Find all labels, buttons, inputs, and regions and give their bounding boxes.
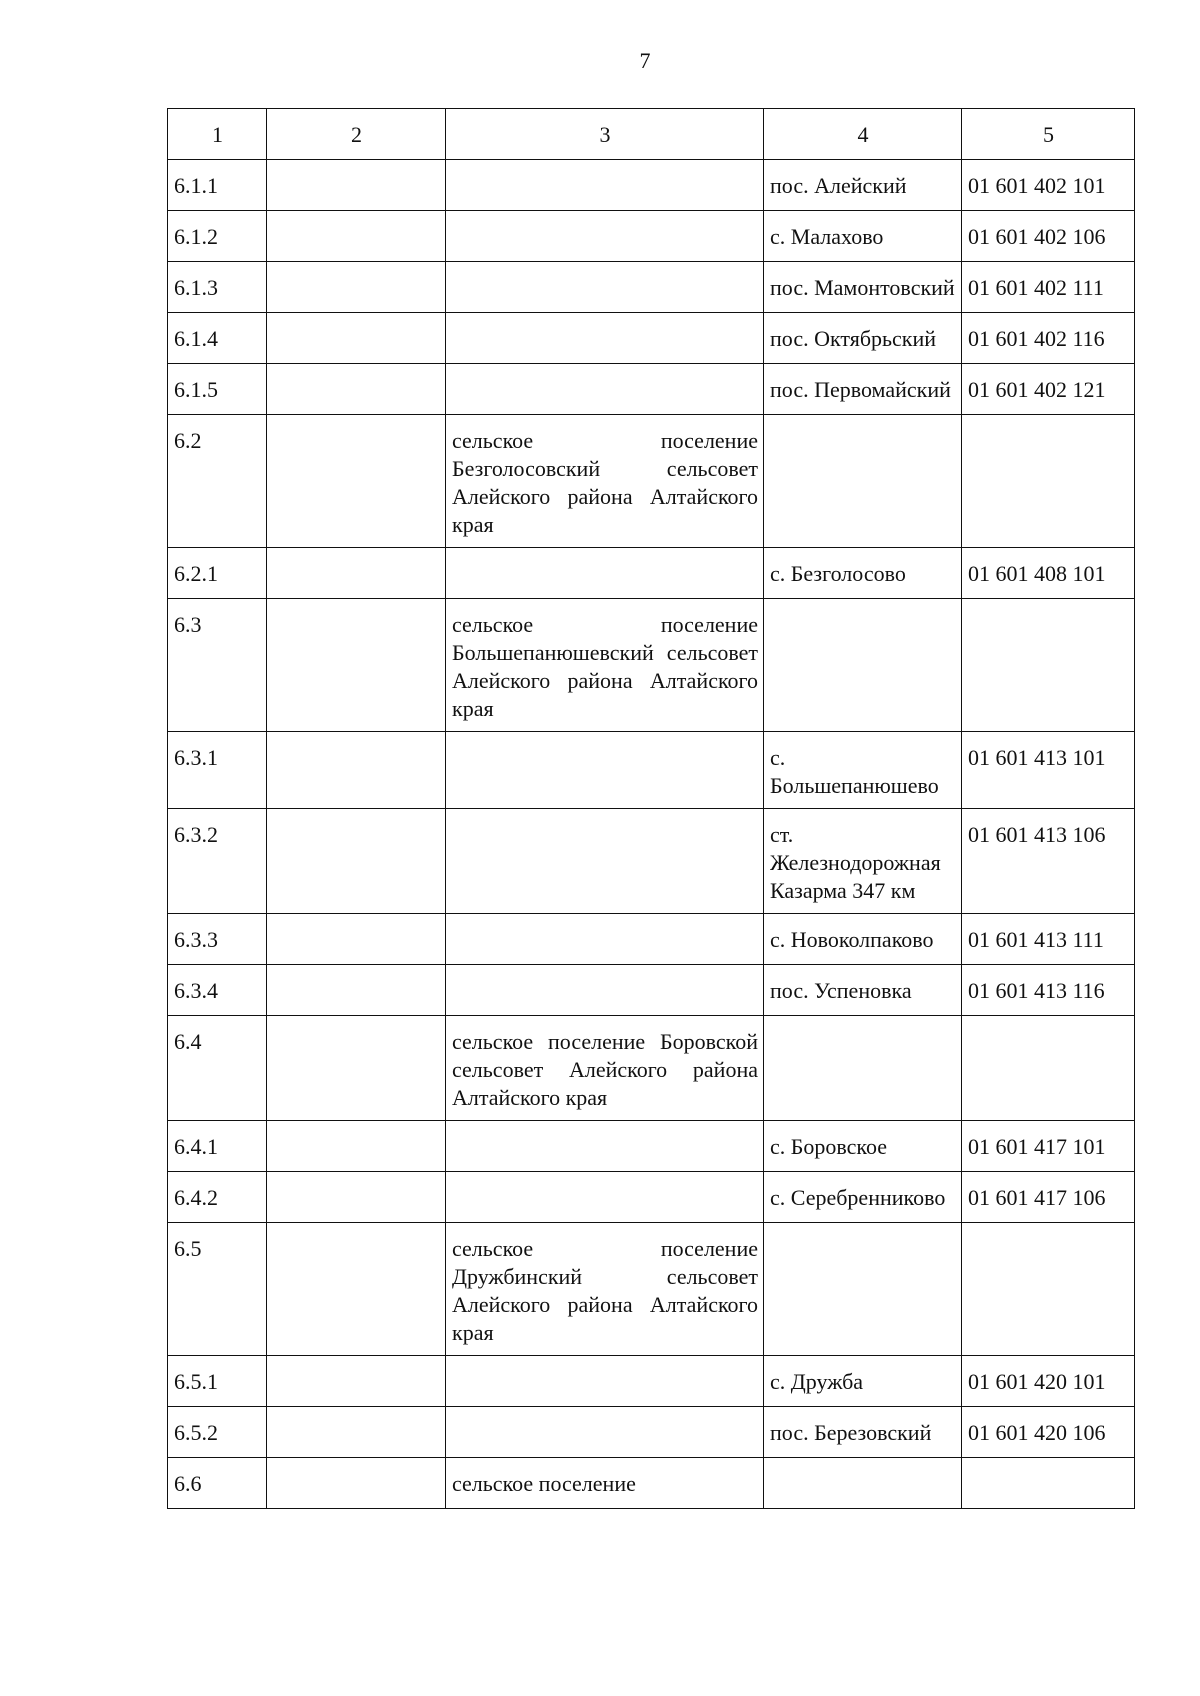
table-row (168, 364, 1135, 415)
municipality-cell (446, 1356, 764, 1407)
municipality-cell: сельское поселение Боровской сельсовет Алейского района Алтайского края (446, 1016, 764, 1121)
municipality-cell (446, 548, 764, 599)
column-2-cell (267, 1458, 446, 1509)
column-2-cell (267, 262, 446, 313)
table-row (168, 1458, 1135, 1509)
table-row (168, 1356, 1135, 1407)
column-2-cell (267, 1223, 446, 1356)
oktmo-code-cell: 01 601 413 106 (962, 809, 1135, 914)
municipality-cell (446, 965, 764, 1016)
table-row (168, 211, 1135, 262)
settlement-cell (764, 415, 962, 548)
oktmo-code-cell: 01 601 402 106 (962, 211, 1135, 262)
row-code-cell: 6.3.1 (168, 732, 267, 809)
table-row (168, 599, 1135, 732)
oktmo-code-cell: 01 601 408 101 (962, 548, 1135, 599)
column-2-cell (267, 1172, 446, 1223)
column-header: 3 (446, 109, 764, 160)
settlement-cell: с. Серебренниково (764, 1172, 962, 1223)
table-row (168, 914, 1135, 965)
settlement-cell: с. Дружба (764, 1356, 962, 1407)
table-row (168, 1407, 1135, 1458)
oktmo-code-cell: 01 601 420 106 (962, 1407, 1135, 1458)
row-code-cell: 6.1.2 (168, 211, 267, 262)
oktmo-code-cell (962, 1016, 1135, 1121)
settlement-cell: ст. Железнодорожная Казарма 347 км (764, 809, 962, 914)
row-code-cell: 6.5 (168, 1223, 267, 1356)
table-row (168, 965, 1135, 1016)
row-code-cell: 6.1.3 (168, 262, 267, 313)
municipality-cell: сельское поселение Дружбинский сельсовет Алейского района Алтайского края (446, 1223, 764, 1356)
column-header: 4 (764, 109, 962, 160)
row-code-cell: 6.3.4 (168, 965, 267, 1016)
settlement-cell: пос. Первомайский (764, 364, 962, 415)
row-code-cell: 6.6 (168, 1458, 267, 1509)
column-header: 2 (267, 109, 446, 160)
settlement-cell (764, 1223, 962, 1356)
column-2-cell (267, 548, 446, 599)
settlement-cell: пос. Березовский (764, 1407, 962, 1458)
oktmo-code-cell (962, 1223, 1135, 1356)
table-row (168, 809, 1135, 914)
table-row (168, 160, 1135, 211)
row-code-cell: 6.3 (168, 599, 267, 732)
oktmo-code-cell: 01 601 402 101 (962, 160, 1135, 211)
settlement-cell: с. Большепанюшево (764, 732, 962, 809)
municipality-cell (446, 262, 764, 313)
row-code-cell: 6.4 (168, 1016, 267, 1121)
settlement-cell: с. Боровское (764, 1121, 962, 1172)
table-row (168, 732, 1135, 809)
settlement-cell (764, 1458, 962, 1509)
municipality-cell (446, 313, 764, 364)
column-2-cell (267, 1121, 446, 1172)
oktmo-code-cell (962, 415, 1135, 548)
oktmo-code-cell: 01 601 417 106 (962, 1172, 1135, 1223)
oktmo-code-cell (962, 1458, 1135, 1509)
municipality-cell (446, 1121, 764, 1172)
column-2-cell (267, 809, 446, 914)
table-row (168, 1223, 1135, 1356)
municipality-cell: сельское поселение (446, 1458, 764, 1509)
table-row (168, 262, 1135, 313)
column-2-cell (267, 415, 446, 548)
settlement-cell (764, 599, 962, 732)
column-2-cell (267, 965, 446, 1016)
oktmo-code-cell (962, 599, 1135, 732)
column-2-cell (267, 1407, 446, 1458)
settlement-cell: пос. Мамонтовский (764, 262, 962, 313)
municipality-cell (446, 364, 764, 415)
column-2-cell (267, 211, 446, 262)
oktmo-code-cell: 01 601 413 101 (962, 732, 1135, 809)
settlement-cell: с. Новоколпаково (764, 914, 962, 965)
column-2-cell (267, 599, 446, 732)
row-code-cell: 6.3.2 (168, 809, 267, 914)
row-code-cell: 6.2 (168, 415, 267, 548)
row-code-cell: 6.1.4 (168, 313, 267, 364)
oktmo-code-cell: 01 601 402 111 (962, 262, 1135, 313)
oktmo-code-cell: 01 601 413 111 (962, 914, 1135, 965)
settlement-cell: пос. Алейский (764, 160, 962, 211)
column-2-cell (267, 732, 446, 809)
table-row (168, 313, 1135, 364)
municipality-cell (446, 732, 764, 809)
settlement-cell: пос. Успеновка (764, 965, 962, 1016)
oktmo-code-cell: 01 601 402 121 (962, 364, 1135, 415)
municipality-cell: сельское поселение Безголосовский сельсовет Алейского района Алтайского края (446, 415, 764, 548)
municipality-cell: сельское поселение Большепанюшевский сельсовет Алейского района Алтайского края (446, 599, 764, 732)
page-number: 7 (639, 48, 651, 73)
row-code-cell: 6.4.2 (168, 1172, 267, 1223)
settlements-table (167, 108, 1135, 1509)
oktmo-code-cell: 01 601 420 101 (962, 1356, 1135, 1407)
municipality-cell (446, 1407, 764, 1458)
column-2-cell (267, 1356, 446, 1407)
settlement-cell: с. Малахово (764, 211, 962, 262)
settlement-cell: с. Безголосово (764, 548, 962, 599)
table-row (168, 548, 1135, 599)
column-header: 5 (962, 109, 1135, 160)
row-code-cell: 6.2.1 (168, 548, 267, 599)
row-code-cell: 6.1.1 (168, 160, 267, 211)
oktmo-code-cell: 01 601 417 101 (962, 1121, 1135, 1172)
oktmo-code-cell: 01 601 413 116 (962, 965, 1135, 1016)
municipality-cell (446, 914, 764, 965)
column-2-cell (267, 364, 446, 415)
row-code-cell: 6.5.2 (168, 1407, 267, 1458)
municipality-cell (446, 160, 764, 211)
column-2-cell (267, 914, 446, 965)
column-2-cell (267, 160, 446, 211)
oktmo-code-cell: 01 601 402 116 (962, 313, 1135, 364)
column-header: 1 (168, 109, 267, 160)
municipality-cell (446, 1172, 764, 1223)
row-code-cell: 6.1.5 (168, 364, 267, 415)
row-code-cell: 6.3.3 (168, 914, 267, 965)
column-2-cell (267, 313, 446, 364)
table-row (168, 1016, 1135, 1121)
row-code-cell: 6.4.1 (168, 1121, 267, 1172)
row-code-cell: 6.5.1 (168, 1356, 267, 1407)
municipality-cell (446, 211, 764, 262)
settlement-cell (764, 1016, 962, 1121)
table-row (168, 1121, 1135, 1172)
municipality-cell (446, 809, 764, 914)
column-2-cell (267, 1016, 446, 1121)
table-row (168, 415, 1135, 548)
header-row (168, 109, 1135, 160)
table-row (168, 1172, 1135, 1223)
settlement-cell: пос. Октябрьский (764, 313, 962, 364)
